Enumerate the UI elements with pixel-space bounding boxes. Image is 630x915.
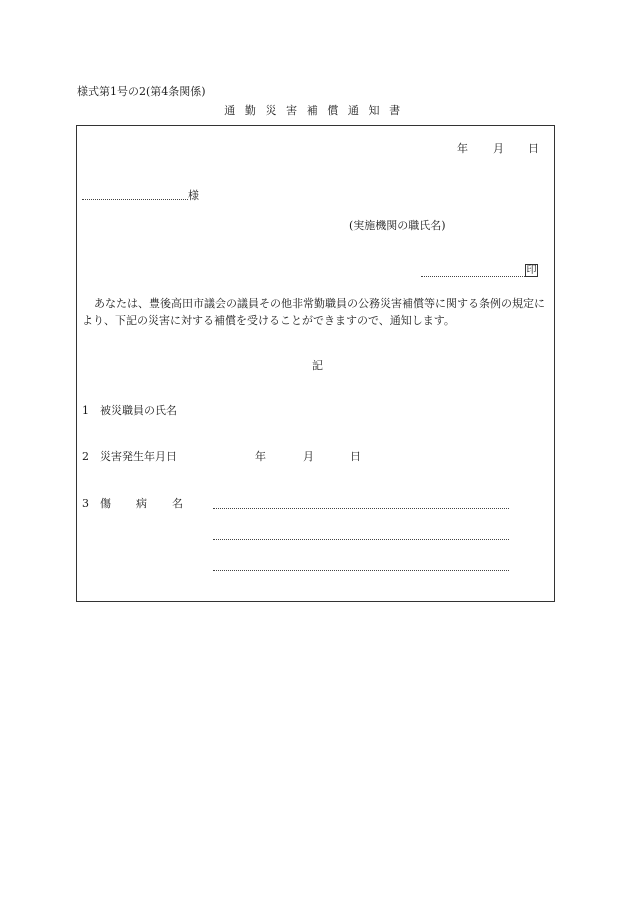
item-1-label: 被災職員の氏名 (100, 404, 177, 417)
seal-box: 印 (526, 265, 537, 276)
document-title: 通勤災害補償通知書 (224, 104, 410, 117)
ki-heading: 記 (312, 359, 323, 372)
item-2-month-label: 月 (303, 450, 314, 463)
issuer-dotted-line (421, 276, 525, 277)
item-2-label: 災害発生年月日 (100, 450, 177, 463)
injury-name-line-2 (213, 539, 509, 540)
date-day-label: 日 (528, 142, 539, 155)
item-2-year-label: 年 (255, 450, 266, 463)
addressee-suffix: 様 (188, 189, 199, 202)
injury-name-line-1 (213, 508, 509, 509)
notice-body-text: あなたは、豊後高田市議会の議員その他非常勤職員の公務災害補償等に関する条例の規定により、下記の災害に対する補償を受けることができますので、通知します。 (82, 297, 545, 327)
addressee-dotted-line (82, 199, 188, 200)
issuer-title: (実施機関の職氏名) (349, 219, 446, 232)
item-2-day-label: 日 (350, 450, 361, 463)
date-month-label: 月 (493, 142, 504, 155)
item-2-number: 2 (82, 450, 89, 463)
injury-name-line-3 (213, 570, 509, 571)
form-number-label: 様式第1号の2(第4条関係) (77, 85, 206, 98)
item-1-number: 1 (82, 404, 89, 417)
item-3-label-char-3: 名 (172, 497, 183, 510)
date-year-label: 年 (457, 142, 468, 155)
item-3-label-char-1: 傷 (100, 497, 111, 510)
item-3-number: 3 (82, 497, 89, 510)
item-3-label-char-2: 病 (136, 497, 147, 510)
